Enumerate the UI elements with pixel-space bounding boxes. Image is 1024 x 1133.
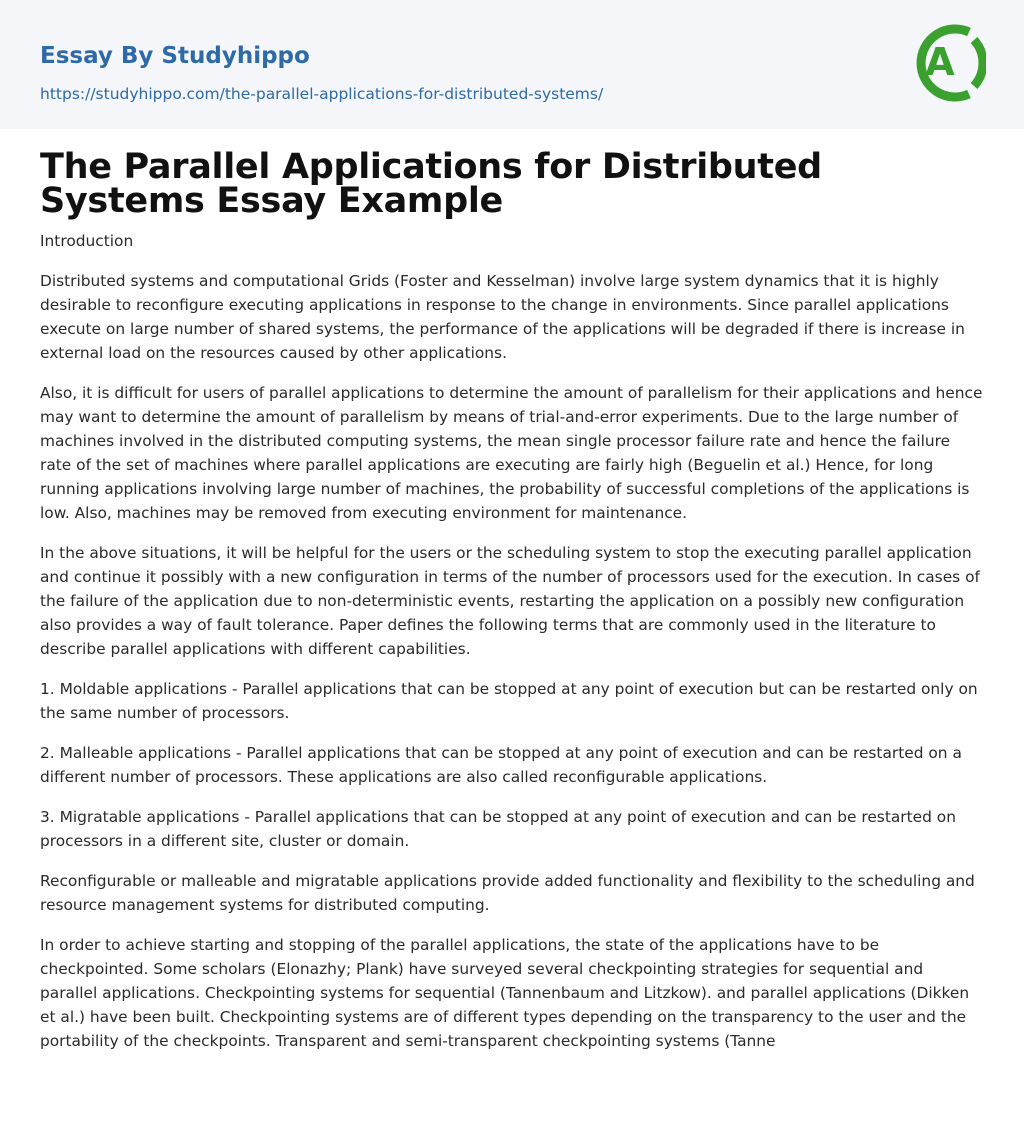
essay-paragraph: Reconfigurable or malleable and migratable applications provide added functionality and flexibility to the scheduling and resource management systems for distributed computing. xyxy=(40,872,975,914)
essay-paragraph: In the above situations, it will be helpful for the users or the scheduling system to stop the executing parallel application and continue it possibly with a new configuration in terms of the number of processors used for the execution. In cases of the failure of the application due to non-deterministic events, restarting the application on a possibly new configuration also provides a way of fault tolerance. Paper defines the following terms that are commonly used in the literature to describe parallel applications with different capabilities. xyxy=(40,544,980,658)
essay-paragraph: 1. Moldable applications - Parallel applications that can be stopped at any point of execution but can be restarted only on the same number of processors. xyxy=(40,680,978,722)
essay-body xyxy=(40,229,984,1119)
essay-paragraph: Introduction xyxy=(40,232,134,250)
essay-paragraph: In order to achieve starting and stopping of the parallel applications, the state of the applications have to be checkpointed. Some scholars (Elonazhy; Plank) have surveyed several checkpointing strategies for sequential and parallel applications. Checkpointing systems for sequential (Tannenbaum and Litzkow). and parallel applications (Dikken et al.) have been built. Checkpointing systems are of different types depending on the transparency to the user and the portability of the checkpoints. Transparent and semi-transparent checkpointing systems (Tanne xyxy=(40,936,970,1050)
brand-name[interactable]: Essay By Studyhippo xyxy=(40,43,310,69)
essay-paragraph: 3. Migratable applications - Parallel applications that can be stopped at any point of execution and can be restarted on processors in a different site, cluster or domain. xyxy=(40,808,956,850)
essay-paragraph: Distributed systems and computational Grids (Foster and Kesselman) involve large system dynamics that it is highly desirable to reconfigure executing applications in response to the change in environments. Since parallel applications execute on large number of shared systems, the performance of the applications will be degraded if there is increase in external load on the resources caused by other applications. xyxy=(40,272,965,362)
essay-paragraph: Also, it is difficult for users of parallel applications to determine the amount of parallelism for their applications and hence may want to determine the amount of parallelism by means of trial-and-error experiments. Due to the large number of machines involved in the distributed computing systems, the mean single processor failure rate and hence the failure rate of the set of machines where parallel applications are executing are fairly high (Beguelin et al.) Hence, for long running applications involving large number of machines, the probability of successful completions of the applications is low. Also, machines may be removed from executing environment for maintenance. xyxy=(40,384,983,522)
logo-letter: A xyxy=(925,40,955,84)
essay-paragraph: 2. Malleable applications - Parallel applications that can be stopped at any point of execution and can be restarted on a different number of processors. These applications are also called reconfigurable applications. xyxy=(40,744,962,786)
page-url-link[interactable]: https://studyhippo.com/the-parallel-applications-for-distributed-systems/ xyxy=(40,85,604,103)
essay-title: The Parallel Applications for Distributed Systems Essay Example xyxy=(40,147,822,221)
